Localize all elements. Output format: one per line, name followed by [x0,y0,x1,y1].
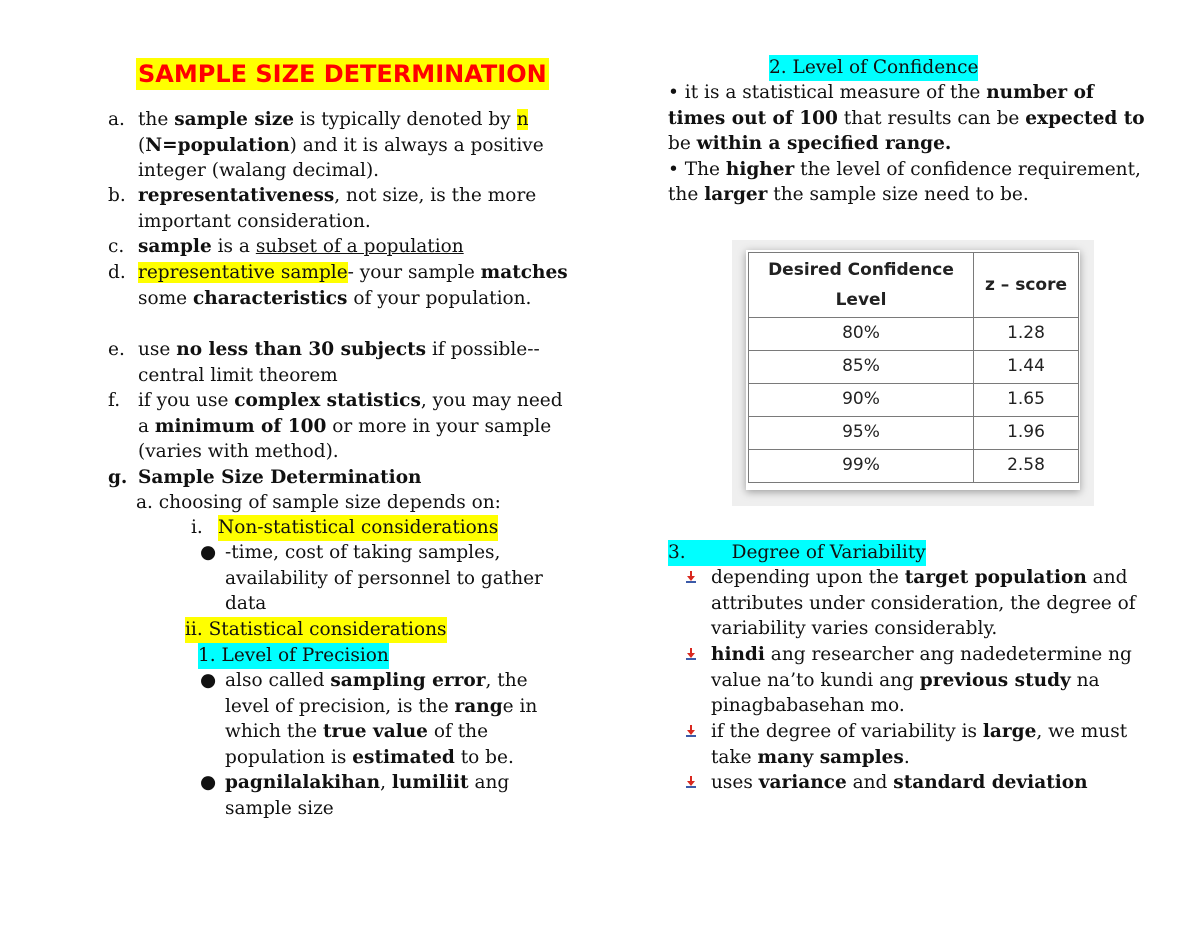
item-text: the sample size is typically denoted by n (N=population) and it is always a positive integer (walang decimal). [138,109,544,181]
variability-heading: 3. Degree of Variability [668,540,926,566]
item-text: representative sample- your sample matches some characteristics of your population. [138,262,568,309]
table-row [749,417,1079,450]
confidence-table [748,252,1079,483]
cell-z: 2.58 [974,450,1079,483]
confidence-heading: 2. Level of Confidence [769,55,978,81]
item-text: representativeness, not size, is the more important consideration. [138,185,537,232]
bullet-text: -time, cost of taking samples, availability of personnel to gather data [225,542,543,614]
cell-z: 1.28 [974,318,1079,351]
cell-z: 1.65 [974,384,1079,417]
cell-level: 90% [749,384,974,417]
table-row [749,450,1079,483]
cell-level: 95% [749,417,974,450]
cell-level: 85% [749,351,974,384]
nonstat-heading: Non-statistical considerations [218,515,498,541]
bullet-text: if the degree of variability is large, we must take many samples. [711,721,1128,768]
page-title: SAMPLE SIZE DETERMINATION [138,60,547,88]
sub-item-a: a. choosing of sample size depends on: [136,492,501,513]
bullet-text: depending upon the target population and attributes under consideration, the degree of variability varies considerably. [711,567,1136,639]
item-text: sample is a subset of a population [138,236,464,257]
cell-z: 1.44 [974,351,1079,384]
arrow-down-icon [685,642,697,664]
nonstat-marker: i. [191,517,203,538]
item-text: if you use complex statistics, you may need a minimum of 100 or more in your sample (varies with method). [138,390,563,462]
confidence-table-image [732,240,1094,506]
section-heading: Sample Size Determination [138,467,422,488]
confidence-text: • it is a statistical measure of the number of times out of 100 that results can be expected to be within a specified range. • The higher the level of confidence requirement, the larger the sample size need to be. [668,82,1145,205]
bullet-dot-icon: ● [200,772,217,793]
item-marker: a. [108,109,125,130]
bullet-text: pagnilalakihan, lumiliit ang sample size [225,772,510,819]
bullet-text: uses variance and standard deviation [711,772,1088,793]
cell-level: 80% [749,318,974,351]
header-z-score: z – score [974,253,1079,318]
item-marker: d. [108,262,126,283]
precision-heading: 1. Level of Precision [198,643,389,669]
table-row [749,318,1079,351]
item-marker: b. [108,185,126,206]
item-text: use no less than 30 subjects if possible-- central limit theorem [138,339,540,386]
bullet-dot-icon: ● [200,542,217,563]
table-row [749,384,1079,417]
item-marker: f. [108,390,121,411]
item-marker: c. [108,236,125,257]
confidence-table-card [746,250,1080,490]
table-header-row [749,253,1079,318]
bullet-text: hindi ang researcher ang nadedetermine ng value na’to kundi ang previous study na pinagbabasehan mo. [711,644,1132,716]
stat-heading: ii. Statistical considerations [185,617,447,643]
cell-z: 1.96 [974,417,1079,450]
header-confidence-level: Desired Confidence Level [749,253,974,318]
item-marker: g. [108,467,128,488]
bullet-dot-icon: ● [200,670,217,691]
item-marker: e. [108,339,125,360]
cell-level: 99% [749,450,974,483]
table-row [749,351,1079,384]
arrow-down-icon [685,770,697,792]
bullet-text: also called sampling error, the level of precision, is the range in which the true value of the population is estimated to be. [225,670,538,768]
arrow-down-icon [685,719,697,741]
arrow-down-icon [685,565,697,587]
